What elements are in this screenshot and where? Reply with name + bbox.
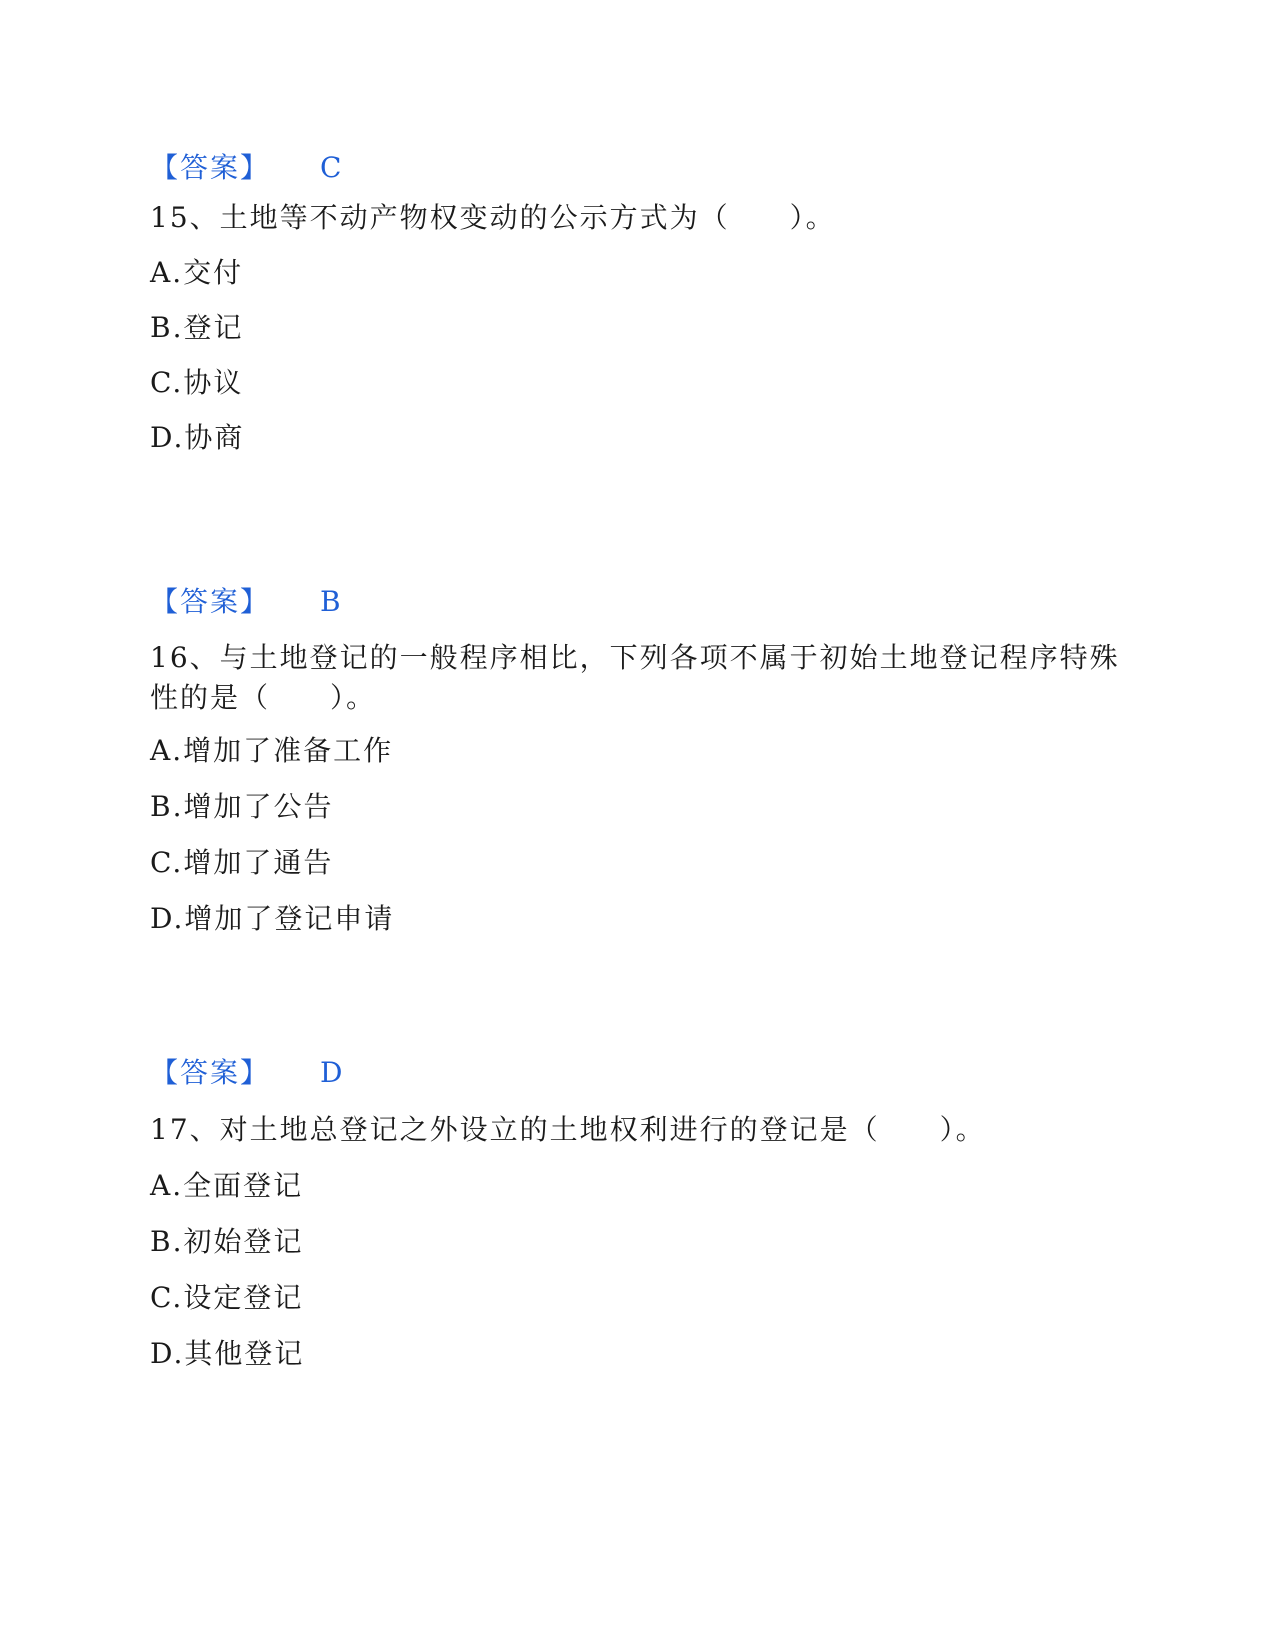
option-c: C.设定登记 bbox=[150, 1281, 304, 1314]
question-text: 16、与土地登记的一般程序相比，下列各项不属于初始土地登记程序特殊性的是（ ）。 bbox=[150, 641, 1120, 714]
answer-label: 【答案】 bbox=[150, 151, 271, 184]
answer-value: D bbox=[320, 1056, 343, 1089]
option-b: B.增加了公告 bbox=[150, 790, 334, 823]
answer-value: C bbox=[320, 151, 342, 184]
option-d: D.协商 bbox=[150, 421, 245, 454]
option-b: B.登记 bbox=[150, 311, 244, 344]
answer-line bbox=[150, 150, 341, 186]
answer-line bbox=[150, 1055, 342, 1091]
option-c: C.增加了通告 bbox=[150, 846, 334, 879]
option-a: A.增加了准备工作 bbox=[150, 734, 394, 767]
question-text: 15、土地等不动产物权变动的公示方式为（ ）。 bbox=[150, 201, 836, 234]
option-d: D.增加了登记申请 bbox=[150, 902, 395, 935]
answer-label: 【答案】 bbox=[150, 585, 271, 618]
answer-line bbox=[150, 584, 341, 620]
option-d: D.其他登记 bbox=[150, 1337, 305, 1370]
answer-label: 【答案】 bbox=[150, 1056, 271, 1089]
answer-value: B bbox=[320, 585, 341, 618]
option-b: B.初始登记 bbox=[150, 1225, 304, 1258]
option-c: C.协议 bbox=[150, 366, 244, 399]
option-a: A.全面登记 bbox=[150, 1169, 304, 1202]
option-a: A.交付 bbox=[150, 256, 244, 289]
question-text: 17、对土地总登记之外设立的土地权利进行的登记是（ ）。 bbox=[150, 1113, 986, 1146]
